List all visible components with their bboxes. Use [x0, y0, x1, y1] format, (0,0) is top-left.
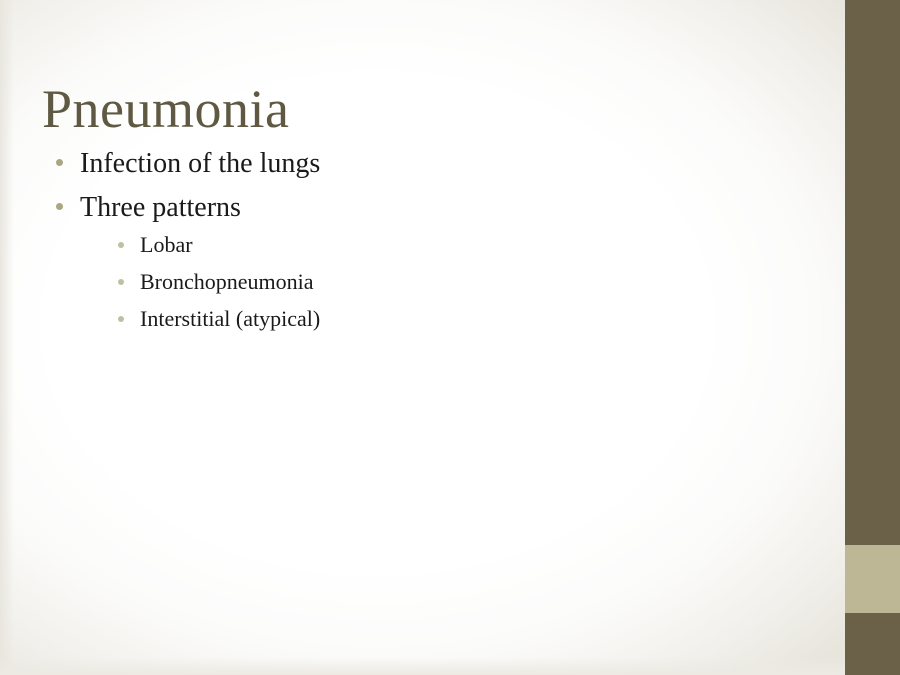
list-item	[80, 308, 768, 330]
bullet-icon	[118, 242, 124, 248]
right-decorative-bar-accent	[845, 545, 900, 613]
sub-list	[80, 234, 768, 330]
list-item-label: Three patterns	[80, 192, 241, 223]
slide-title: Pneumonia	[42, 79, 290, 140]
list-item	[80, 271, 768, 293]
list-item	[80, 234, 768, 256]
list-item	[48, 150, 768, 178]
right-decorative-bar-top	[845, 0, 900, 545]
bullet-icon	[56, 203, 63, 210]
left-edge-shading	[0, 0, 14, 675]
bullet-icon	[56, 159, 63, 166]
bullet-icon	[118, 279, 124, 285]
list-item-label: Lobar	[140, 232, 193, 257]
list-item-label: Infection of the lungs	[80, 148, 321, 179]
list-item-label: Interstitial (atypical)	[140, 306, 321, 331]
slide-body-list	[48, 150, 768, 346]
list-item	[48, 194, 768, 330]
bullet-icon	[118, 316, 124, 322]
list-item-label: Bronchopneumonia	[140, 269, 314, 294]
right-decorative-bar-bottom	[845, 613, 900, 675]
bottom-edge-shading	[0, 657, 845, 675]
